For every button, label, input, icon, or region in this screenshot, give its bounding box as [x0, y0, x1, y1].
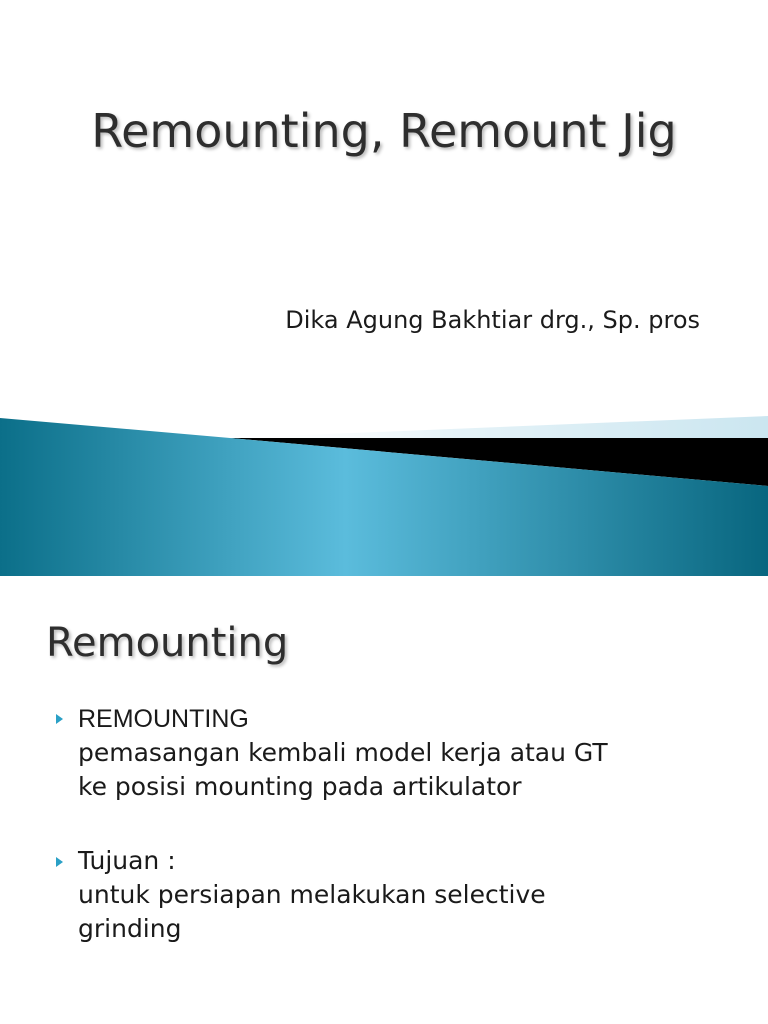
bullet-line: grinding: [78, 914, 182, 943]
decorative-wave-band: [0, 412, 768, 576]
slide-title: Remounting: [46, 620, 289, 666]
bullet-heading: Tujuan :: [78, 846, 176, 875]
bullet-line: untuk persiapan melakukan selective: [78, 880, 546, 909]
slide-title: Remounting, Remount Jig: [91, 104, 677, 158]
bullet-line: ke posisi mounting pada artikulator: [78, 772, 522, 801]
slide-subtitle: Dika Agung Bakhtiar drg., Sp. pros: [285, 306, 700, 334]
bullet-arrow-icon: [56, 857, 63, 867]
bullet-arrow-icon: [56, 714, 63, 724]
slide-divider: [0, 576, 768, 584]
content-slide: [0, 584, 768, 1024]
bullet-heading: REMOUNTING: [78, 705, 249, 733]
bullet-line: pemasangan kembali model kerja atau GT: [78, 738, 608, 767]
